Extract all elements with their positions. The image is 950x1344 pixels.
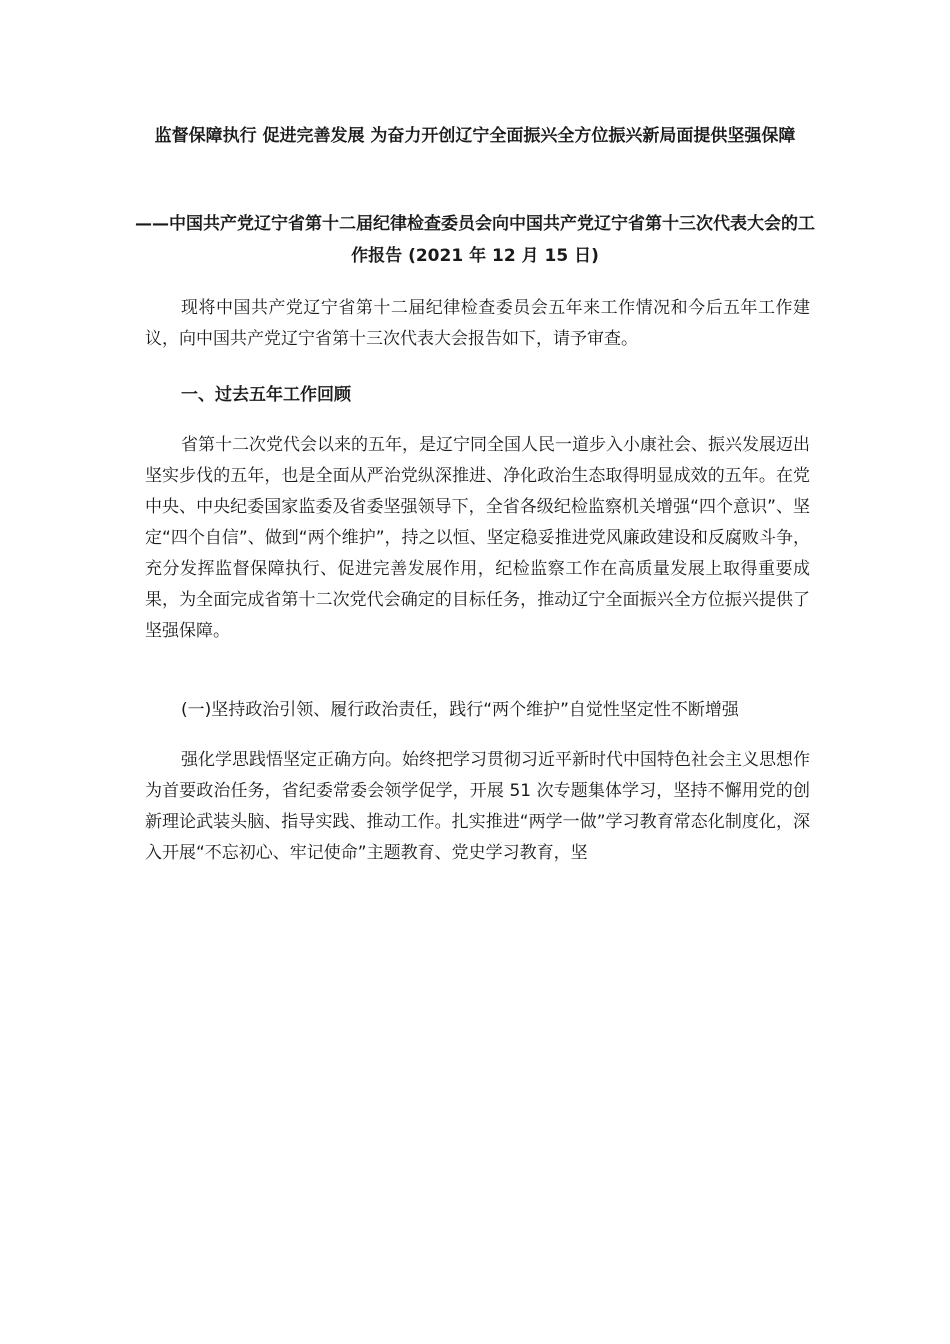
subsection-paragraph: 强化学思践悟坚定正确方向。始终把学习贯彻习近平新时代中国特色社会主义思想作为首要政治任务，省纪委常委会领学促学，开展 51 次专题集体学习，坚持不懈用党的创新理论武装头脑、指导实践、推动工作。扎实推进“两学一做”学习教育常态化制度化，深入开展“不忘初心、牢记使命”主题教育、党史学习教育，坚 bbox=[145, 750, 810, 863]
section-heading: 一、过去五年工作回顾 bbox=[181, 385, 351, 405]
document-subtitle: ——中国共产党辽宁省第十二届纪律检查委员会向中国共产党辽宁省第十三次代表大会的工作报告 (2021 年 12 月 15 日) bbox=[135, 214, 815, 266]
subsection-heading: (一)坚持政治引领、履行政治责任，践行“两个维护”自觉性坚定性不断增强 bbox=[181, 700, 739, 720]
section-paragraph: 省第十二次党代会以来的五年，是辽宁同全国人民一道步入小康社会、振兴发展迈出坚实步伐的五年，也是全面从严治党纵深推进、净化政治生态取得明显成效的五年。在党中央、中央纪委国家监委及省委坚强领导下，全省各级纪检监察机关增强“四个意识”、坚定“四个自信”、做到“两个维护”，持之以恒、坚定稳妥推进党风廉政建设和反腐败斗争，充分发挥监督保障执行、促进完善发展作用，纪检监察工作在高质量发展上取得重要成果，为全面完成省第十二次党代会确定的目标任务，推动辽宁全面振兴全方位振兴提供了坚强保障。 bbox=[145, 435, 810, 641]
intro-paragraph: 现将中国共产党辽宁省第十二届纪律检查委员会五年来工作情况和今后五年工作建议，向中国共产党辽宁省第十三次代表大会报告如下，请予审查。 bbox=[145, 298, 810, 349]
document-title: 监督保障执行 促进完善发展 为奋力开创辽宁全面振兴全方位振兴新局面提供坚强保障 bbox=[154, 126, 796, 146]
